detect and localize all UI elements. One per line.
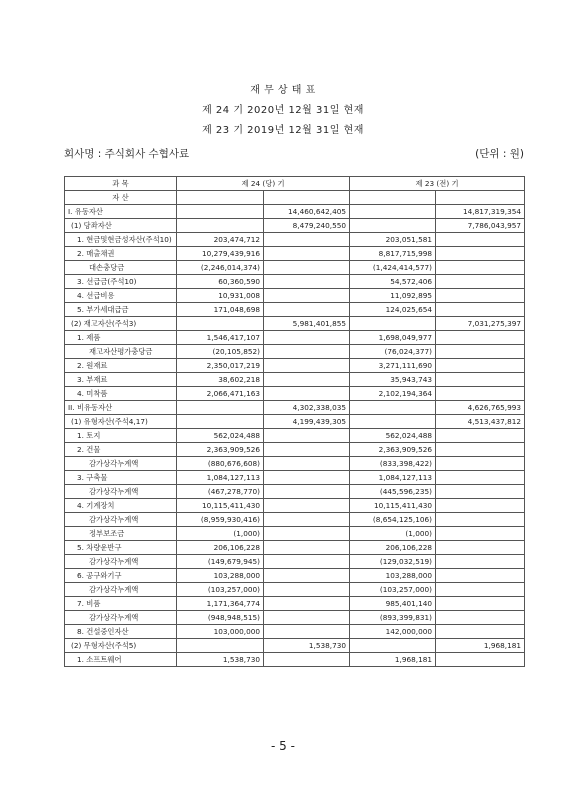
amount-cell: 562,024,488 [350,429,436,443]
amount-cell: 35,943,743 [350,373,436,387]
amount-cell: 3,271,111,690 [350,359,436,373]
amount-cell [264,429,350,443]
amount-cell: (103,257,000) [177,583,264,597]
account-label: 재고자산평가충당금 [65,345,177,359]
amount-cell [264,513,350,527]
amount-cell [436,387,525,401]
table-row [65,569,525,583]
amount-cell: 7,031,275,397 [436,317,525,331]
amount-cell: 2,102,194,364 [350,387,436,401]
amount-cell: 142,000,000 [350,625,436,639]
amount-cell: 14,460,642,405 [264,205,350,219]
amount-cell [264,275,350,289]
table-row [65,513,525,527]
amount-cell: 11,092,895 [350,289,436,303]
table-row [65,233,525,247]
table-row [65,345,525,359]
account-label: (2) 재고자산(주석3) [65,317,177,331]
amount-cell: 103,000,000 [177,625,264,639]
amount-cell [177,205,264,219]
table-row [65,303,525,317]
amount-cell [436,275,525,289]
amount-cell [264,373,350,387]
amount-cell [436,289,525,303]
amount-cell: (20,105,852) [177,345,264,359]
amount-cell [350,205,436,219]
amount-cell [350,219,436,233]
amount-cell: (103,257,000) [350,583,436,597]
amount-cell [350,317,436,331]
table-row [65,275,525,289]
account-label: 4. 미착품 [65,387,177,401]
table-row [65,583,525,597]
amount-cell [177,317,264,331]
amount-cell: 4,626,765,993 [436,401,525,415]
amount-cell [177,401,264,415]
header-previous-period: 제 23 (전) 기 [350,177,525,191]
amount-cell [436,359,525,373]
amount-cell: 1,968,181 [350,653,436,667]
table-row [65,359,525,373]
account-label: 5. 차량운반구 [65,541,177,555]
amount-cell [436,499,525,513]
header-assets: 자 산 [65,191,177,205]
amount-cell [264,289,350,303]
account-label: 5. 부가세대급금 [65,303,177,317]
amount-cell [436,429,525,443]
amount-cell [436,555,525,569]
account-label: 2. 매출채권 [65,247,177,261]
table-row [65,597,525,611]
account-label: 4. 선급비용 [65,289,177,303]
amount-cell [264,527,350,541]
account-label: 감가상각누계액 [65,513,177,527]
table-row [65,471,525,485]
amount-cell: 5,981,401,855 [264,317,350,331]
amount-cell [264,485,350,499]
amount-cell [264,653,350,667]
amount-cell [264,387,350,401]
amount-cell [436,471,525,485]
amount-cell: (880,676,608) [177,457,264,471]
amount-cell: 1,968,181 [436,639,525,653]
amount-cell: 124,025,654 [350,303,436,317]
amount-cell [436,485,525,499]
amount-cell: 203,474,712 [177,233,264,247]
amount-cell: 1,698,049,977 [350,331,436,345]
account-label: 1. 제품 [65,331,177,345]
table-header-row [65,177,525,191]
account-label: 감가상각누계액 [65,457,177,471]
amount-cell: 2,363,909,526 [350,443,436,457]
table-row [65,387,525,401]
amount-cell [264,443,350,457]
amount-cell: 10,279,439,916 [177,247,264,261]
period-current: 제 24 기 2020년 12월 31일 현재 [202,105,364,116]
balance-sheet-table [64,176,525,667]
amount-cell [264,597,350,611]
header-current-period: 제 24 (당) 기 [177,177,350,191]
amount-cell [436,303,525,317]
amount-cell [436,527,525,541]
amount-cell: 54,572,406 [350,275,436,289]
amount-cell [436,345,525,359]
account-label: 6. 공구와기구 [65,569,177,583]
amount-cell: 4,302,338,035 [264,401,350,415]
amount-cell [264,303,350,317]
amount-cell [436,261,525,275]
amount-cell: 2,363,909,526 [177,443,264,457]
amount-cell [436,457,525,471]
amount-cell [264,583,350,597]
amount-cell: (467,278,770) [177,485,264,499]
table-row [65,499,525,513]
amount-cell: 4,513,437,812 [436,415,525,429]
amount-cell [264,611,350,625]
statement-title: 재 무 상 태 표 [250,85,316,96]
account-label: 3. 구축물 [65,471,177,485]
amount-cell: 171,048,698 [177,303,264,317]
amount-cell [436,611,525,625]
account-label: 감가상각누계액 [65,485,177,499]
amount-cell [436,443,525,457]
account-label: 감가상각누계액 [65,583,177,597]
amount-cell: 10,115,411,430 [177,499,264,513]
amount-cell [436,541,525,555]
amount-cell [436,233,525,247]
amount-cell: 7,786,043,957 [436,219,525,233]
account-label: 3. 부재료 [65,373,177,387]
amount-cell: 8,479,240,550 [264,219,350,233]
amount-cell: (8,654,125,106) [350,513,436,527]
amount-cell: 985,401,140 [350,597,436,611]
amount-cell [436,625,525,639]
amount-cell: (8,959,930,416) [177,513,264,527]
amount-cell: 2,066,471,163 [177,387,264,401]
amount-cell [436,373,525,387]
amount-cell [350,639,436,653]
amount-cell [264,499,350,513]
table-row [65,555,525,569]
amount-cell: 103,288,000 [350,569,436,583]
amount-cell [436,653,525,667]
amount-cell: (893,399,831) [350,611,436,625]
amount-cell: 8,817,715,998 [350,247,436,261]
table-row [65,541,525,555]
amount-cell: (1,000) [177,527,264,541]
amount-cell: 38,602,218 [177,373,264,387]
amount-cell [264,541,350,555]
amount-cell [264,261,350,275]
amount-cell: (948,948,515) [177,611,264,625]
amount-cell [264,471,350,485]
account-label: 2. 건물 [65,443,177,457]
amount-cell: 10,115,411,430 [350,499,436,513]
amount-cell: 203,051,581 [350,233,436,247]
table-row [65,639,525,653]
amount-cell [264,555,350,569]
table-row [65,429,525,443]
amount-cell: 10,931,008 [177,289,264,303]
table-row [65,247,525,261]
account-label: 감가상각누계액 [65,555,177,569]
account-label: 8. 건설중인자산 [65,625,177,639]
table-row [65,205,525,219]
account-label: 정부보조금 [65,527,177,541]
amount-cell: 1,538,730 [264,639,350,653]
table-row [65,485,525,499]
amount-cell [264,457,350,471]
amount-cell: 562,024,488 [177,429,264,443]
amount-cell: (1,424,414,577) [350,261,436,275]
table-row [65,261,525,275]
page-number: - 5 - [271,739,295,753]
unit-label: (단위 : 원) [475,148,524,160]
amount-cell [177,415,264,429]
account-label: 1. 토지 [65,429,177,443]
table-row [65,331,525,345]
table-row [65,457,525,471]
account-label: (1) 유형자산(주석4,17) [65,415,177,429]
table-row [65,611,525,625]
amount-cell: (2,246,014,374) [177,261,264,275]
amount-cell: 1,546,417,107 [177,331,264,345]
table-row [65,527,525,541]
amount-cell: (833,398,422) [350,457,436,471]
amount-cell: (1,000) [350,527,436,541]
table-row [65,219,525,233]
account-label: 감가상각누계액 [65,611,177,625]
amount-cell [436,247,525,261]
account-label: 대손충당금 [65,261,177,275]
amount-cell [436,331,525,345]
account-label: 3. 선급금(주석10) [65,275,177,289]
amount-cell [264,331,350,345]
amount-cell: (76,024,377) [350,345,436,359]
amount-cell [264,247,350,261]
company-name: 회사명 : 주식회사 수협사료 [64,148,190,160]
amount-cell: 103,288,000 [177,569,264,583]
amount-cell [264,345,350,359]
amount-cell: 4,199,439,305 [264,415,350,429]
account-label: (1) 당좌자산 [65,219,177,233]
table-row [65,625,525,639]
table-row [65,415,525,429]
period-previous: 제 23 기 2019년 12월 31일 현재 [202,125,364,136]
account-label: (2) 무형자산(주석5) [65,639,177,653]
table-row [65,373,525,387]
amount-cell [350,415,436,429]
header-account: 과 목 [65,177,177,191]
account-label: I. 유동자산 [65,205,177,219]
amount-cell [264,569,350,583]
table-row [65,317,525,331]
amount-cell: (149,679,945) [177,555,264,569]
amount-cell: 206,106,228 [177,541,264,555]
account-label: 2. 원재료 [65,359,177,373]
account-label: 4. 기계장치 [65,499,177,513]
amount-cell [436,569,525,583]
amount-cell [436,513,525,527]
amount-cell: 1,538,730 [177,653,264,667]
amount-cell: (445,596,235) [350,485,436,499]
amount-cell [264,233,350,247]
amount-cell: (129,032,519) [350,555,436,569]
amount-cell: 14,817,319,354 [436,205,525,219]
amount-cell: 1,171,364,774 [177,597,264,611]
table-row [65,653,525,667]
account-label: 7. 비품 [65,597,177,611]
account-label: 1. 소프트웨어 [65,653,177,667]
table-row [65,401,525,415]
amount-cell: 1,084,127,113 [350,471,436,485]
amount-cell [436,597,525,611]
account-label: 1. 현금및현금성자산(주석10) [65,233,177,247]
table-subheader-row [65,191,525,205]
table-row [65,289,525,303]
account-label: II. 비유동자산 [65,401,177,415]
amount-cell: 1,084,127,113 [177,471,264,485]
table-row [65,443,525,457]
amount-cell [264,625,350,639]
amount-cell: 60,360,590 [177,275,264,289]
amount-cell: 206,106,228 [350,541,436,555]
amount-cell [177,639,264,653]
amount-cell [264,359,350,373]
amount-cell [436,583,525,597]
amount-cell: 2,350,017,219 [177,359,264,373]
amount-cell [350,401,436,415]
amount-cell [177,219,264,233]
